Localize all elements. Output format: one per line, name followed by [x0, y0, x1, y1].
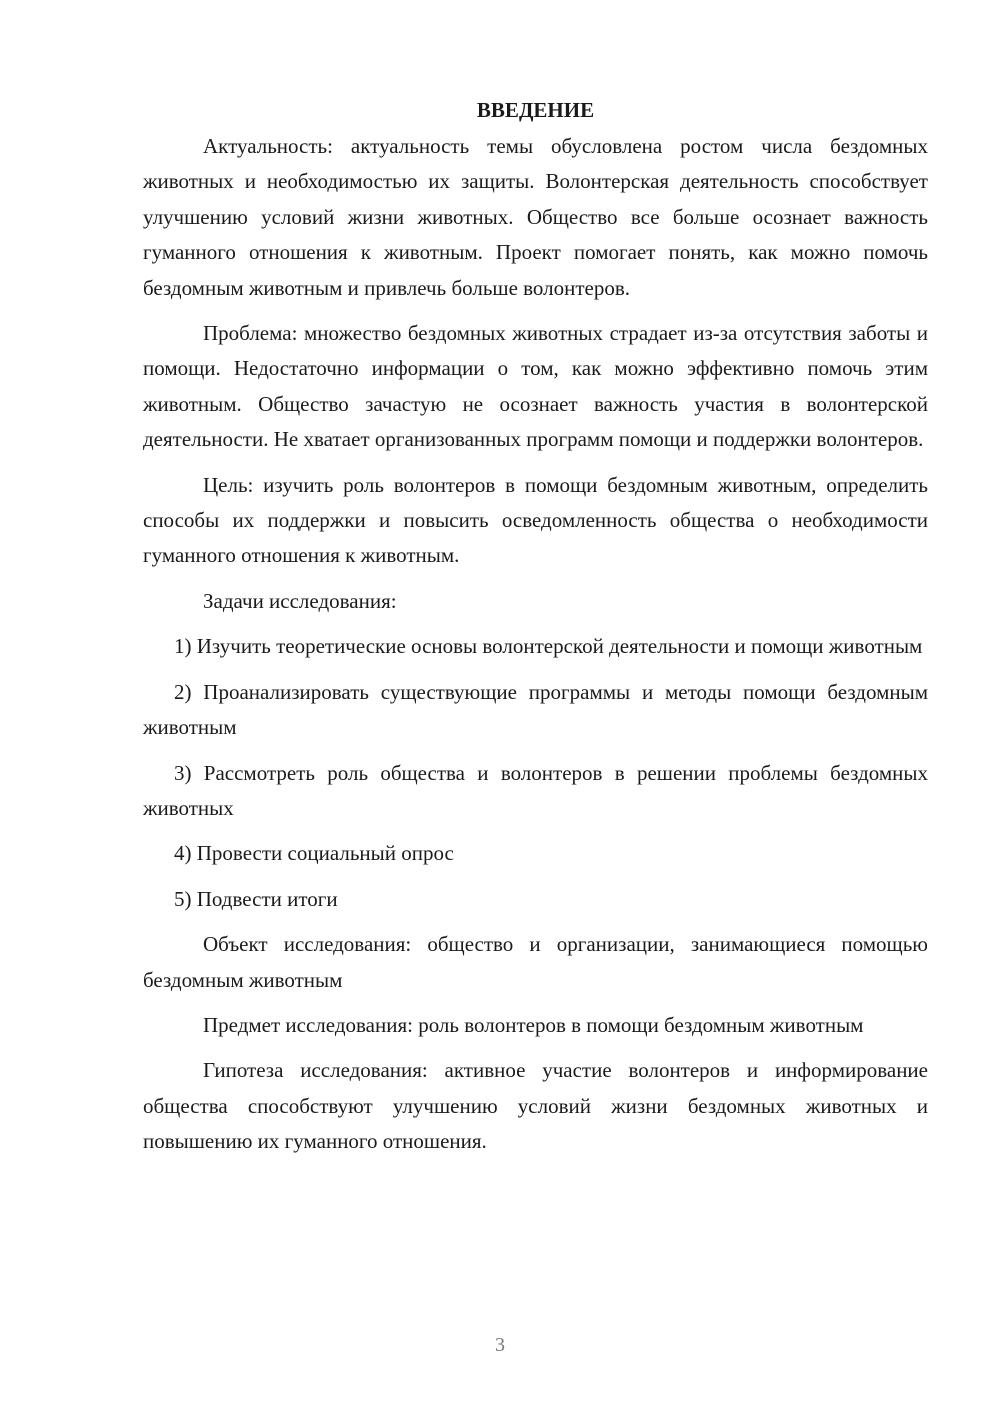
goal-paragraph: Цель: изучить роль волонтеров в помощи бездомным животным, определить способы их поддержки и повысить осведомленность общества о необходимости гуманного отношения к животным. — [143, 472, 928, 568]
task-item-3: 3) Рассмотреть роль общества и волонтеров в решении проблемы бездомных животных — [143, 760, 928, 820]
hypothesis-paragraph: Гипотеза исследования: активное участие волонтеров и информирование общества способствуют улучшению условий жизни бездомных животных и повышению их гуманного отношения. — [143, 1058, 928, 1154]
task-item-5: 5) Подвести итоги — [174, 886, 338, 911]
problem-paragraph: Проблема: множество бездомных животных страдает из-за отсутствия заботы и помощи. Недостаточно информации о том, как можно эффективно помочь этим животным. Общество зачастую не осознает важность участия в волонтерской деятельности. Не хватает организованных программ помощи и поддержки волонтеров. — [143, 321, 928, 452]
task-item-1: 1) Изучить теоретические основы волонтерской деятельности и помощи животным — [174, 634, 923, 659]
research-subject-paragraph: Предмет исследования: роль волонтеров в помощи бездомным животным — [203, 1012, 864, 1037]
task-item-2: 2) Проанализировать существующие программы и методы помощи бездомным животным — [143, 679, 928, 740]
research-object-paragraph: Объект исследования: общество и организации, занимающиеся помощью бездомным животным — [143, 932, 928, 992]
page-number: 3 — [495, 1334, 505, 1356]
section-title: ВВЕДЕНИЕ — [476, 98, 595, 122]
relevance-paragraph: Актуальность: актуальность темы обусловлена ростом числа бездомных животных и необходимостью их защиты. Волонтерская деятельность способствует улучшению условий жизни животных. Общество все больше осознает важность гуманного отношения к животным. Проект помогает понять, как можно помочь бездомным животным и привлечь больше волонтеров. — [143, 134, 928, 300]
document-page — [143, 93, 928, 1170]
task-item-4: 4) Провести социальный опрос — [174, 841, 454, 866]
tasks-heading: Задачи исследования: — [203, 588, 397, 613]
